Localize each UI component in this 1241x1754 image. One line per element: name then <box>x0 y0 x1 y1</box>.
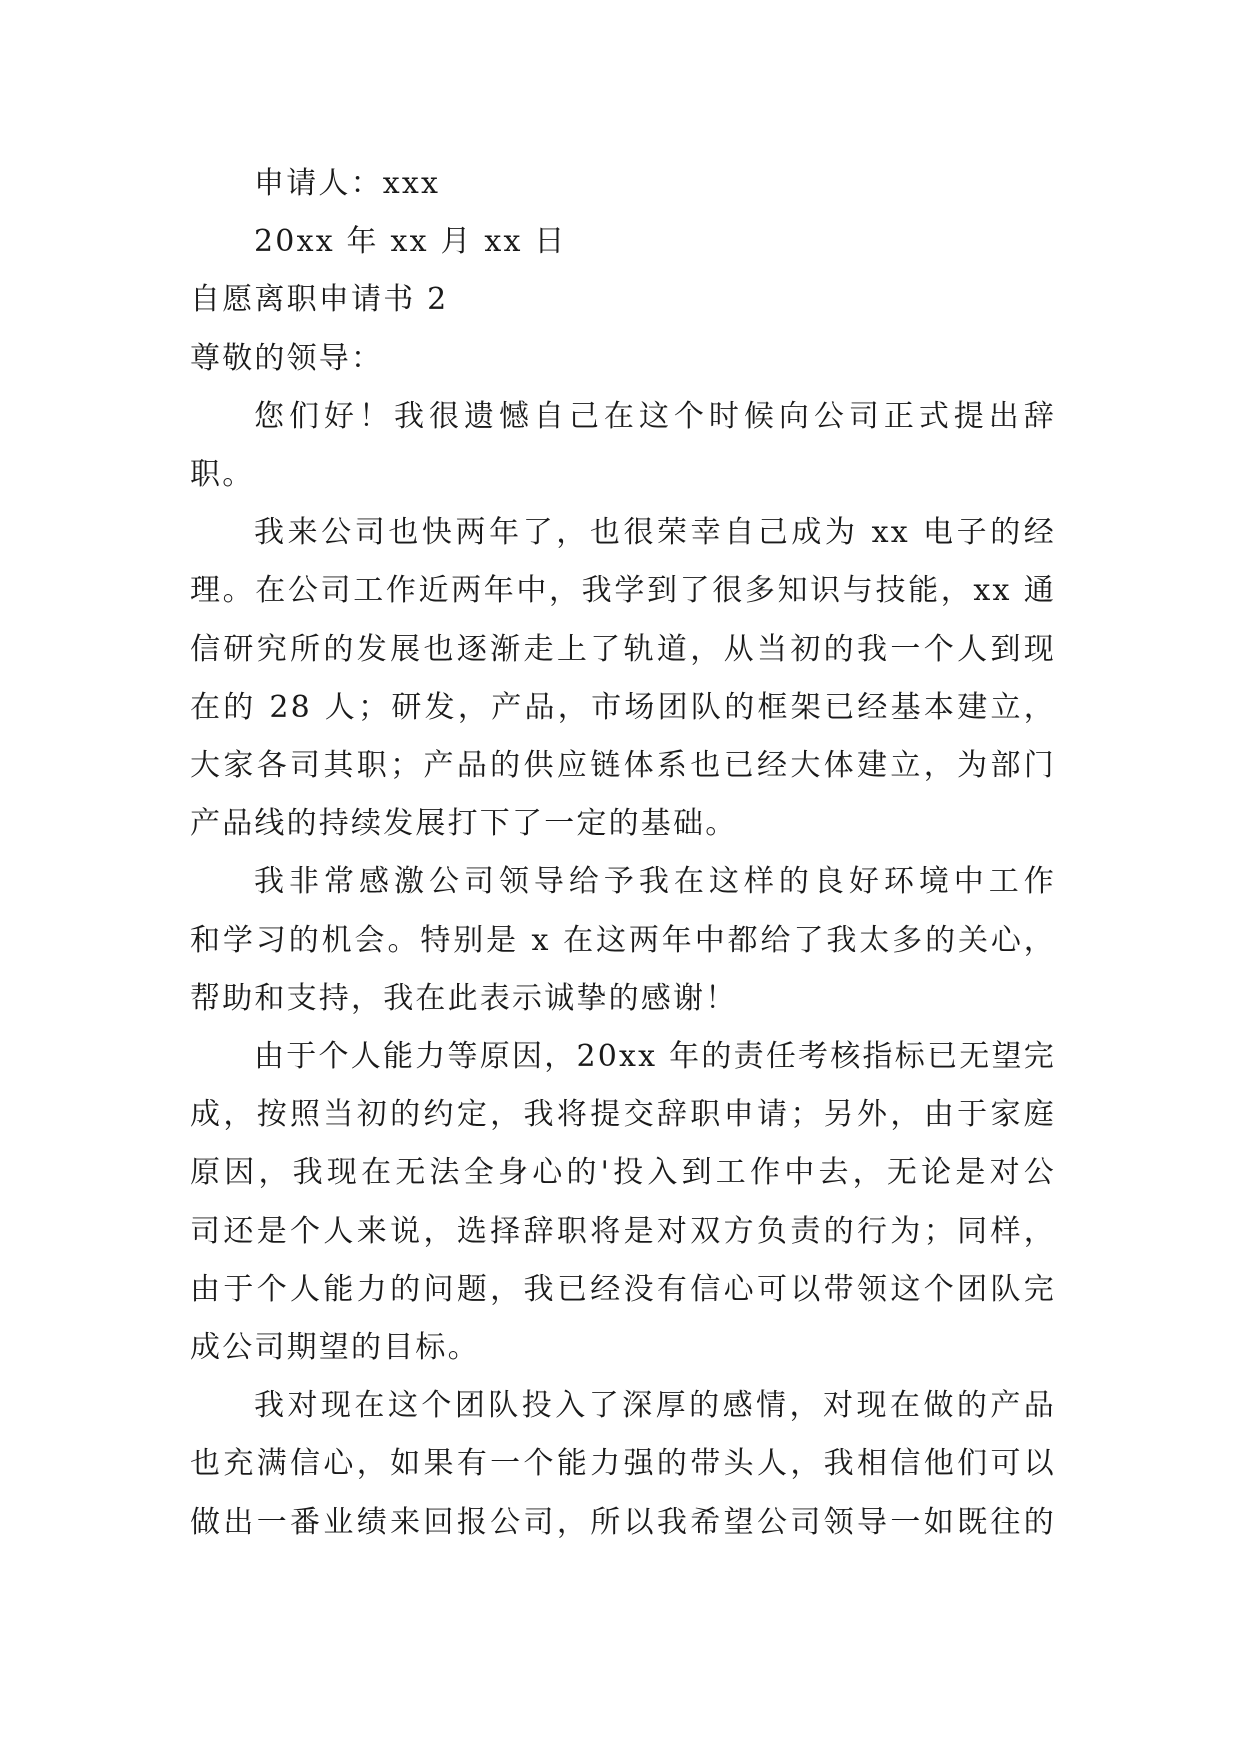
paragraph-line: 司还是个人来说，选择辞职将是对双方负责的行为；同样， <box>190 1213 1056 1249</box>
paragraph-line: 大家各司其职；产品的供应链体系也已经大体建立，为部门 <box>190 748 1056 784</box>
paragraph-line: 理。在公司工作近两年中，我学到了很多知识与技能，xx 通 <box>190 573 1056 609</box>
salutation: 尊敬的领导： <box>190 340 384 376</box>
paragraph-line: 我来公司也快两年了，也很荣幸自己成为 xx 电子的经 <box>254 515 1056 551</box>
paragraph-line: 由于个人能力的问题，我已经没有信心可以带领这个团队完 <box>190 1271 1056 1307</box>
paragraph-line: 我非常感激公司领导给予我在这样的良好环境中工作 <box>254 864 1056 900</box>
paragraph-line: 成公司期望的目标。 <box>190 1330 480 1366</box>
paragraph-line: 由于个人能力等原因，20xx 年的责任考核指标已无望完 <box>254 1039 1056 1075</box>
paragraph <box>190 388 1056 504</box>
paragraph-line: 产品线的持续发展打下了一定的基础。 <box>190 806 738 842</box>
paragraph-line: 和学习的机会。特别是 x 在这两年中都给了我太多的关心， <box>190 922 1056 958</box>
paragraph <box>190 504 1056 853</box>
applicant-line: 申请人：xxx <box>254 166 441 201</box>
paragraph-line: 职。 <box>190 457 255 493</box>
paragraph <box>190 1377 1056 1552</box>
paragraph <box>190 1028 1056 1377</box>
date-line: 20xx 年 xx 月 xx 日 <box>254 224 567 260</box>
paragraph-line: 成，按照当初的约定，我将提交辞职申请；另外，由于家庭 <box>190 1097 1056 1133</box>
paragraph-line: 原因，我现在无法全身心的'投入到工作中去，无论是对公 <box>190 1155 1056 1191</box>
paragraph-line: 帮助和支持，我在此表示诚挚的感谢！ <box>190 980 738 1016</box>
paragraph-line: 在的 28 人；研发，产品，市场团队的框架已经基本建立， <box>190 689 1056 725</box>
paragraph-line: 信研究所的发展也逐渐走上了轨道，从当初的我一个人到现 <box>190 631 1056 667</box>
paragraph-line: 也充满信心，如果有一个能力强的带头人，我相信他们可以 <box>190 1446 1056 1482</box>
paragraph-line: 您们好！我很遗憾自己在这个时候向公司正式提出辞 <box>254 398 1056 434</box>
paragraph <box>190 853 1056 1028</box>
document-body <box>190 155 1056 1552</box>
paragraph-line: 做出一番业绩来回报公司，所以我希望公司领导一如既往的 <box>190 1504 1056 1540</box>
document-title: 自愿离职申请书 2 <box>190 282 449 318</box>
paragraph-line: 我对现在这个团队投入了深厚的感情，对现在做的产品 <box>254 1388 1056 1424</box>
